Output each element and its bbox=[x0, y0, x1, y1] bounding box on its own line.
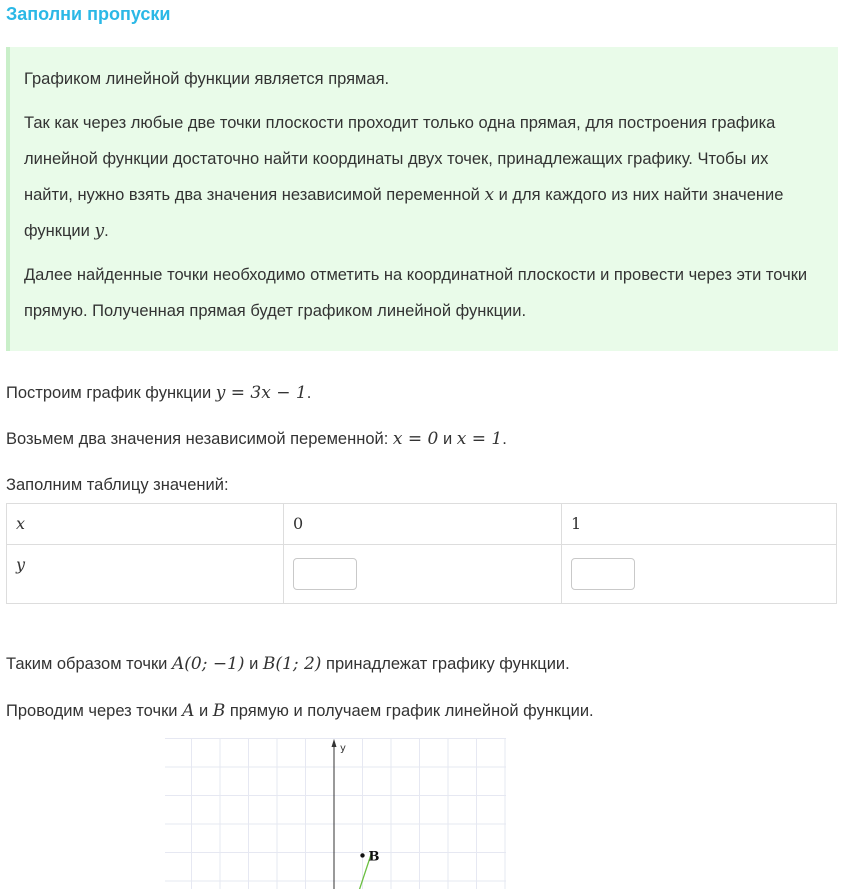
table-row-x bbox=[7, 504, 837, 545]
statement-text: и bbox=[244, 655, 263, 673]
page-title: Заполни пропуски bbox=[6, 4, 171, 24]
variable-x: x bbox=[484, 185, 495, 205]
statement-text: и bbox=[194, 702, 213, 720]
theory-block bbox=[6, 47, 838, 351]
theory-paragraph-2 bbox=[24, 105, 818, 249]
graph-grid bbox=[165, 739, 506, 889]
theory-text: и для каждого из них найти значение функции bbox=[24, 186, 784, 240]
y-value-input-2[interactable] bbox=[571, 558, 635, 590]
point-a-label: A bbox=[182, 701, 195, 721]
cell-y-label: y bbox=[7, 545, 284, 604]
table-row-y bbox=[7, 545, 837, 604]
statement-text: . bbox=[306, 384, 312, 402]
statement-text: прямую и получаем график линейной функции. bbox=[225, 702, 594, 720]
y-value-input-1[interactable] bbox=[293, 558, 357, 590]
value-x1: x = 1 bbox=[456, 429, 503, 449]
theory-paragraph-3: Далее найденные точки необходимо отметить на координатной плоскости и провести через эти точки прямую. Полученная прямая будет графиком линейной функции. bbox=[24, 266, 808, 320]
point-b: B(1; 2) bbox=[262, 654, 322, 674]
point-b-graph-label: B bbox=[368, 849, 380, 865]
statement-text: принадлежат графику функции. bbox=[321, 655, 570, 673]
statement-text: Возьмем два значения независимой переменной: bbox=[6, 430, 393, 448]
statement-text: Проводим через точки bbox=[6, 702, 183, 720]
point-b-dot bbox=[360, 853, 364, 857]
y-axis-arrow bbox=[332, 739, 337, 747]
cell-x-0: 0 bbox=[284, 504, 562, 545]
function-statement bbox=[6, 383, 311, 403]
cell-y-1 bbox=[562, 545, 837, 604]
value-x0: x = 0 bbox=[392, 429, 439, 449]
function-graph bbox=[163, 736, 508, 889]
draw-line-statement bbox=[6, 701, 594, 721]
cell-y-0 bbox=[284, 545, 562, 604]
point-b-label: B bbox=[212, 701, 226, 721]
variable-y: y bbox=[94, 221, 105, 241]
cell-x-label: x bbox=[7, 504, 284, 545]
cell-x-1: 1 bbox=[562, 504, 837, 545]
statement-text: Построим график функции bbox=[6, 384, 216, 402]
statement-text: Таким образом точки bbox=[6, 655, 172, 673]
function-formula: y = 3x − 1 bbox=[215, 383, 307, 403]
statement-text: . bbox=[502, 430, 507, 448]
theory-paragraph-1: Графиком линейной функции является прямая. bbox=[24, 70, 390, 88]
points-statement bbox=[6, 654, 570, 674]
values-table bbox=[6, 503, 837, 604]
y-axis-label: y bbox=[340, 743, 346, 754]
chosen-values-statement bbox=[6, 429, 507, 449]
statement-text: и bbox=[438, 430, 457, 448]
theory-text: . bbox=[104, 222, 109, 240]
theory-text: Так как через любые две точки плоскости проходит только одна прямая, для построения графика линейной функции достаточно найти координаты двух точек, принадлежащих графику. Чтобы их найти, нужно взять два значения независимой переменной bbox=[24, 114, 776, 204]
point-a: A(0; −1) bbox=[171, 654, 245, 674]
table-intro: Заполним таблицу значений: bbox=[6, 476, 229, 494]
